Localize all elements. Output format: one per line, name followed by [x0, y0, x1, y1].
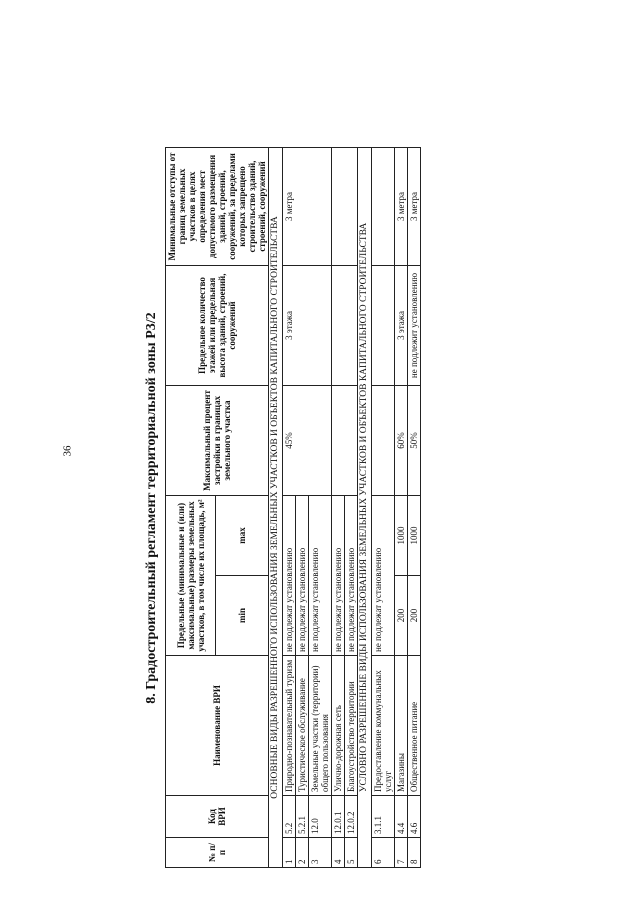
- cell-code: 12.0: [309, 796, 332, 838]
- cell-floors: не подлежит установлению: [408, 265, 421, 385]
- section-main-title: ОСНОВНЫЕ ВИДЫ РАЗРЕШЕННОГО ИСПОЛЬЗОВАНИЯ ЗЕМЕЛЬНЫХ УЧАСТКОВ И ОБЪЕКТОВ КАПИТАЛЬНОГО СТРОИТЕЛЬСТВА: [269, 147, 283, 867]
- section-cond-title: УСЛОВНО РАЗРЕШЕННЫЕ ВИДЫ ИСПОЛЬЗОВАНИЯ ЗЕМЕЛЬНЫХ УЧАСТКОВ И ОБЪЕКТОВ КАПИТАЛЬНОГО СТРОИТЕЛЬСТВА: [358, 147, 372, 867]
- header-max: max: [216, 495, 269, 575]
- cell-sizes: не подлежат установлению: [309, 495, 332, 655]
- page-title: 8. Градостроительный регламент территориальной зоны Р3/2: [144, 312, 159, 704]
- cell-name: Туристическое обслуживание: [296, 656, 309, 796]
- cell-num: 2: [296, 838, 309, 868]
- header-setback: Минимальные отступы от границ земельных участков в целях определения мест допустимого размещения зданий, строений, сооружений, за пределами которых запрещено строительство зданий, строений, сооружений: [166, 147, 269, 265]
- table-row: [372, 147, 395, 867]
- cell-code: 3.1.1: [372, 796, 395, 838]
- cell-min: 200: [408, 576, 421, 656]
- cell-sizes: не подлежат установлению: [283, 495, 296, 655]
- table-row: [332, 147, 345, 867]
- cell-num: 3: [309, 838, 332, 868]
- cell-name: Улично-дорожная сеть: [332, 656, 345, 796]
- cell-setback: 3 метра: [395, 147, 408, 265]
- cell-name: Природно-познавательный туризм: [283, 656, 296, 796]
- cell-code: 5.2: [283, 796, 296, 838]
- cell-setback: 3 метра: [408, 147, 421, 265]
- cell-percent: [372, 385, 395, 495]
- cell-code: 12.0.2: [345, 796, 358, 838]
- cell-setback: [372, 147, 395, 265]
- header-name: Наименование ВРИ: [166, 656, 269, 796]
- header-sizes: Предельные (минимальные и (или) максимальные) размеры земельных участков, в том числе их площадь, м²: [166, 495, 216, 655]
- cell-floors: 3 этажа: [283, 265, 332, 385]
- cell-num: 5: [345, 838, 358, 868]
- cell-floors: 3 этажа: [395, 265, 408, 385]
- section-row: [269, 147, 283, 867]
- cell-num: 6: [372, 838, 395, 868]
- header-percent: Максимальный процент застройки в границах земельного участка: [166, 385, 269, 495]
- cell-name: Магазины: [395, 656, 408, 796]
- header-row: [166, 147, 216, 867]
- header-code: Код ВРИ: [166, 796, 269, 838]
- cell-code: 4.4: [395, 796, 408, 838]
- cell-name: Благоустройство территории: [345, 656, 358, 796]
- cell-num: 8: [408, 838, 421, 868]
- cell-percent: [332, 385, 358, 495]
- cell-min: 200: [395, 576, 408, 656]
- cell-sizes: не подлежат установлению: [345, 495, 358, 655]
- table-row: [283, 147, 296, 867]
- cell-floors: [372, 265, 395, 385]
- cell-floors: [332, 265, 358, 385]
- regulation-table: [165, 147, 421, 868]
- cell-name: Земельные участки (территории) общего пользования: [309, 656, 332, 796]
- cell-num: 7: [395, 838, 408, 868]
- cell-code: 5.2.1: [296, 796, 309, 838]
- page-number: 36: [61, 445, 74, 457]
- cell-setback: 3 метра: [283, 147, 332, 265]
- cell-code: 4.6: [408, 796, 421, 838]
- cell-setback: [332, 147, 358, 265]
- cell-sizes: не подлежат установлению: [372, 495, 395, 655]
- cell-max: 1000: [408, 495, 421, 575]
- cell-percent: 45%: [283, 385, 332, 495]
- cell-percent: 50%: [408, 385, 421, 495]
- section-row: [358, 147, 372, 867]
- cell-name: Предоставление коммунальных услуг: [372, 656, 395, 796]
- cell-code: 12.0.1: [332, 796, 345, 838]
- cell-percent: 60%: [395, 385, 408, 495]
- cell-num: 1: [283, 838, 296, 868]
- table-row: [395, 147, 408, 867]
- cell-sizes: не подлежат установлению: [332, 495, 345, 655]
- cell-max: 1000: [395, 495, 408, 575]
- rotated-page-content: [143, 148, 575, 868]
- header-num: № п/п: [166, 838, 269, 868]
- cell-name: Общественное питание: [408, 656, 421, 796]
- table-row: [408, 147, 421, 867]
- cell-num: 4: [332, 838, 345, 868]
- header-min: min: [216, 576, 269, 656]
- cell-sizes: не подлежат установлению: [296, 495, 309, 655]
- header-floors: Предельное количество этажей или предельная высота зданий, строений, сооружений: [166, 265, 269, 385]
